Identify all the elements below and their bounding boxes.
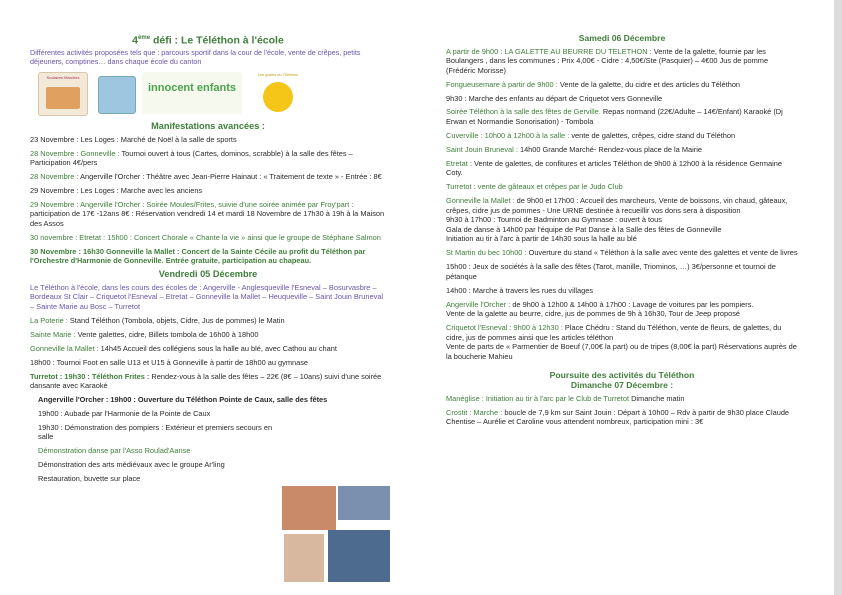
section-poursuite: Poursuite des activités du Téléthon	[549, 370, 695, 381]
event-item: Vente de la galette au beurre, cidre, jus de pommes de 9h à 16h30, Tour de Jeep proposé	[446, 309, 741, 319]
event-item: Démonstration des arts médiévaux avec le groupe Ar'ling	[38, 460, 225, 470]
angerville-list	[30, 409, 288, 484]
photo	[328, 530, 390, 582]
event-item: Gala de danse à 14h00 par l'équipe de Pat Danse à la Salle des fêtes de Gonneville	[446, 224, 722, 234]
event-item: 30 novembre : Etretat : 15h00 : Concert Chorale « Chante la vie » ainsi que le groupe de Stéphane Salmon	[30, 232, 381, 242]
photo	[338, 486, 390, 520]
event-item: Le Téléthon à l'école, dans les cours des écoles de : Angerville - Anglesqueville l'Esneval – Bosurvasbre – Bordeaux St Clair – Criquetot l'Esneval – Etretat – Gonneville la Mallet – Heuqueville – Saint Jouin Bruneval – Sainte Marie au Bosc – Turretot	[30, 282, 384, 312]
event-item: 23 Novembre : Les Loges : Marché de Noël à la salle de sports	[30, 134, 237, 144]
right-column	[446, 34, 798, 431]
intro-text: Différentes activités proposées tels que : parcours sportif dans la cour de l'école, vente de crêpes, petits déjeuners, comptines… dans chaque école du canton	[30, 48, 361, 67]
event-item: Angerville l'Orcher : 19h00 : Ouverture du Téléthon Pointe de Caux, salle des fêtes	[38, 395, 328, 405]
event-item: 15h00 : Jeux de sociétés à la salle des fêtes (Tarot, manille, Triominos, …) 3€/personne et tournoi de pétanque	[446, 262, 776, 281]
event-item: La Poterie : Stand Téléthon (Tombola, objets, Cidre, Jus de pommes) le Matin	[30, 315, 285, 325]
left-column	[30, 34, 386, 488]
logo-photo	[98, 76, 136, 114]
event-item: Restauration, buvette sur place	[38, 474, 141, 484]
section-manifestations-avancees: Manifestations avancées :	[151, 121, 265, 132]
event-item: Fongueusemare à partir de 9h00 : Vente de la galette, du cidre et des articles du Téléthon	[446, 79, 741, 89]
event-item: 28 Novembre : Gonneville : Tournoi ouvert à tous (Cartes, dominos, scrabble) à la salle des fêtes – Participation 4€/pers	[30, 148, 353, 168]
event-item: Saint Jouin Bruneval : 14h00 Grande Marché- Rendez-vous place de la Mairie	[446, 144, 702, 154]
event-item: 28 Novembre : Angerville l'Orcher : Théâtre avec Jean-Pierre Hainaut : « Traitement de texte » - Entrée : 8€	[30, 172, 382, 182]
logo-scolaires: Scolaires Marches	[38, 72, 88, 116]
event-item: 19h00 : Aubade par l'Harmonie de la Pointe de Caux	[38, 408, 211, 418]
event-item: Soirée Téléthon à la salle des fêtes de Gerville. Repas normand (22€/Adulte – 14€/Enfant) Karaoké (Dj Erwan et Normandie Sonorisation) - Tombola	[446, 107, 783, 127]
event-item: 9h30 : Marche des enfants au départ de Criquetot vers Gonneville	[446, 93, 663, 103]
event-item: Criquetot l'Esneval : 9h00 à 12h30 : Place Chédru : Stand du Téléthon, vente de fleurs, de galettes, du cidre, jus de pommes ainsi que les articles téléthon	[446, 323, 782, 342]
photo	[284, 534, 324, 582]
event-item: Cuverville : 10h00 à 12h00 à la salle : vente de galettes, crêpes, cidre stand du Téléthon	[446, 130, 736, 140]
event-item: Angerville l'Orcher : de 9h00 à 12h00 & 14h00 à 17h00 : Lavage de voitures par les pompiers.	[446, 299, 754, 309]
event-item: 29 Novembre : Les Loges : Marche avec les anciens	[30, 185, 203, 195]
event-item: 19h30 : Démonstration des pompiers : Extérieur et premiers secours en salle	[38, 422, 273, 442]
event-item: A partir de 9h00 : LA GALETTE AU BEURRE DU TELETHON : Vente de la galette, fournie par les Boulangers , dans les communes : Prix 4,00€ - Cidre : 4,50€/Ste (Pasquier) – 4€00 Jus de pomme (Frédéric Morisse)	[446, 46, 769, 75]
logo-strip	[30, 70, 386, 116]
event-item: Gonneville la Mallet : de 9h00 et 17h00 : Accueil des marcheurs, Vente de boissons, vin chaud, gâteaux, crêpes, cidre jus de pommes - Une URNE destinée à recueillir vos dons sera à disposition	[446, 196, 788, 215]
photo	[282, 486, 336, 530]
event-item: Manéglise : Initiation au tir à l'arc par le Club de Turretot Dimanche matin	[446, 393, 685, 403]
section-samedi: Samedi 06 Décembre	[578, 33, 666, 43]
event-item: Initiation au tir à l'arc à partir de 14h30 sous la halle au blé	[446, 234, 637, 244]
event-item: Sainte Marie : Vente galettes, cidre, Billets tombola de 16h00 à 18h00	[30, 329, 259, 339]
page-title: 4ème défi : Le Téléthon à l'école	[132, 34, 284, 47]
event-item: St Martin du bec 10h00 : Ouverture du stand « Téléthon à la salle avec vente des galettes et vente de livres	[446, 248, 798, 258]
logo-word-cloud: innocent enfants	[142, 72, 242, 114]
photo-collage	[282, 486, 392, 586]
event-item: Etretat : Vente de galettes, de confitures et articles Téléthon de 9h00 à 12h00 à la résidence Germaine Coty.	[446, 158, 782, 178]
event-item: Crostit : Marche : boucle de 7,9 km sur Saint Jouin : Départ à 10h00 – Rdv à partir de 9h30 place Claude Chentise – Aurélie et Caroline vous attendent nombreux, participation mini : 3€	[446, 407, 790, 427]
event-item: Turretot : vente de gâteaux et crêpes par le Judo Club	[446, 182, 623, 192]
event-item: 18h00 : Tournoi Foot en salle U13 et U15 à Gonneville à partir de 18h00 au gymnase	[30, 357, 309, 367]
section-dimanche: Dimanche 07 Décembre :	[570, 380, 674, 391]
event-item: Turretot : 19h30 : Téléthon Frites : Rendez-vous à la salle des fêtes – 22€ (8€ – 10ans) suivi d'une soirée dansante avec Karaoké	[30, 371, 382, 391]
event-item: 30 Novembre : 16h30 Gonneville la Mallet : Concert de la Sainte Cécile au profit du Téléthon par l'Orchestre d'Harmonie de Gonneville. Entrée gratuite, participation au chapeau.	[30, 246, 366, 266]
event-item: 14h00 : Marche à travers les rues du villages	[446, 285, 594, 295]
event-item: 29 Novembre : Angerville l'Orcher : Soirée Moules/Frites, suivie d'une soirée animée par Froy'part : participation de 17€ -12ans 8€ : Réservation vendredi 14 et mardi 18 Novembre de 17h30 à 19h à la Maison des Assos	[30, 199, 385, 229]
event-item: Démonstration danse par l'Asso Roulad'Aanse	[38, 446, 191, 456]
event-item: Gonneville la Mallet : 14h45 Accueil des collégiens sous la halle au blé, avec Cathou au chant	[30, 343, 337, 353]
logo-sun: Les grains du Téléthon	[250, 70, 306, 114]
event-item: Vente de parts de « Parmentier de Boeuf (7,00€ la part) ou de tripes (8,00€ la part) Réservations auprès de la boucherie Mahieu	[446, 342, 797, 361]
page-edge	[834, 0, 842, 595]
event-item: 9h30 à 17h00 : Tournoi de Badminton au Gymnase : ouvert à tous	[446, 215, 662, 225]
section-vendredi: Vendredi 05 Décembre	[158, 269, 258, 280]
